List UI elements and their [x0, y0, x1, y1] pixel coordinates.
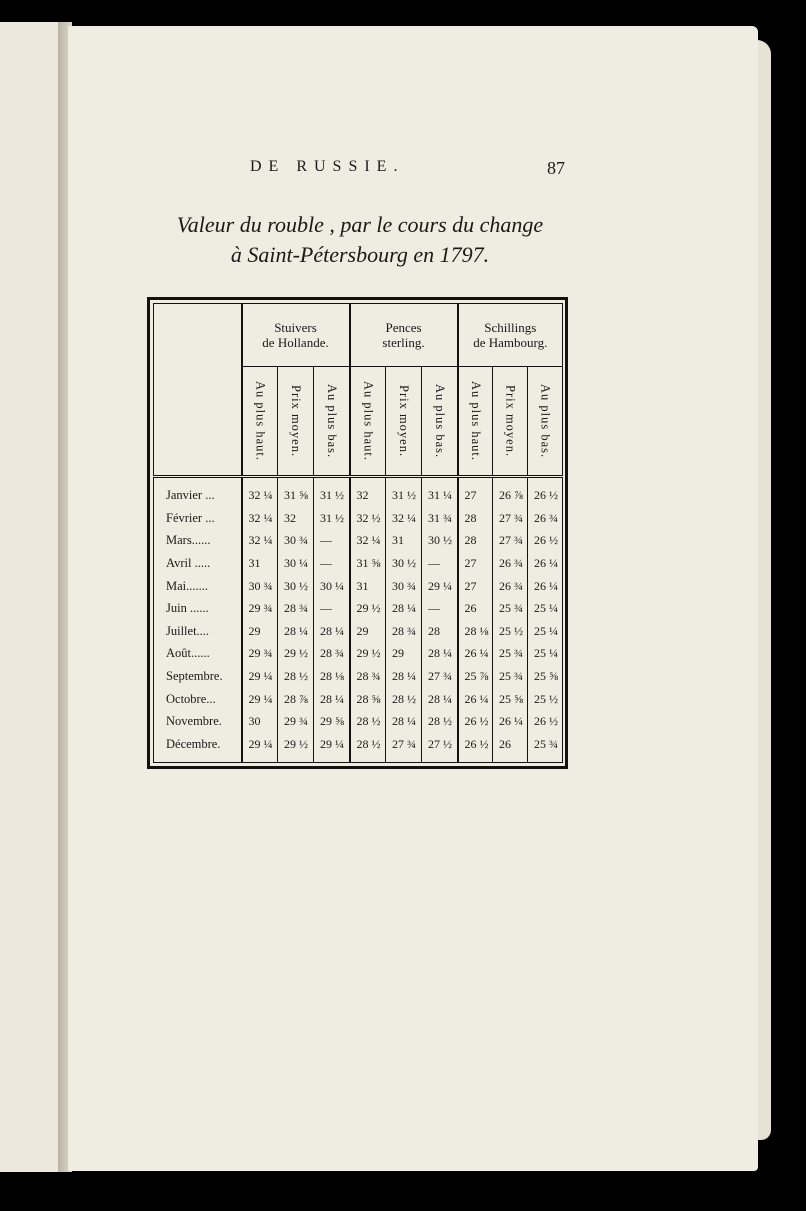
value-cell: 28 ¼ — [386, 710, 422, 733]
value-cell: 28 — [458, 507, 493, 530]
value-cell: 28 — [458, 529, 493, 552]
title-line-1: Valeur du rouble , par le cours du change — [176, 212, 544, 237]
value-cell: 25 ⅞ — [458, 665, 493, 688]
value-cell: 27 — [458, 575, 493, 598]
value-cell: 28 — [422, 620, 458, 643]
value-cell: 30 ½ — [278, 575, 314, 598]
month-cell: Juillet.... — [166, 623, 210, 638]
value-cell: 30 ¾ — [278, 529, 314, 552]
month-cell: Janvier ... — [166, 488, 215, 503]
running-head: DE RUSSIE. — [250, 158, 405, 175]
subheader-au-plus-bas: Au plus bas. — [528, 367, 563, 477]
value-cell: 29 ¼ — [242, 688, 278, 711]
value-cell: 27 ¾ — [493, 529, 528, 552]
value-cell: 26 ¾ — [493, 575, 528, 598]
value-cell: 28 ¾ — [278, 597, 314, 620]
value-cell: 31 ¼ — [422, 484, 458, 507]
table-row — [154, 620, 563, 643]
value-cell: 28 ¼ — [314, 688, 350, 711]
value-cell: 27 ¾ — [493, 507, 528, 530]
value-cell: 26 ¼ — [458, 688, 493, 711]
value-cell: 30 ¼ — [314, 575, 350, 598]
value-cell: 31 ½ — [314, 484, 350, 507]
value-cell: — — [314, 529, 350, 552]
value-cell: 26 — [493, 733, 528, 756]
subheader-prix-moyen: Prix moyen. — [493, 367, 528, 477]
value-cell: 25 ⅝ — [493, 688, 528, 711]
value-cell: 25 ¼ — [528, 643, 563, 666]
value-cell: 28 ½ — [278, 665, 314, 688]
table-row — [154, 575, 563, 598]
month-cell: Février ... — [166, 510, 215, 525]
value-cell: 32 ¼ — [242, 507, 278, 530]
value-cell: 25 ¾ — [493, 597, 528, 620]
value-cell: 28 ⅞ — [278, 688, 314, 711]
value-cell: 25 ¼ — [528, 597, 563, 620]
value-cell: 30 ¾ — [386, 575, 422, 598]
value-cell: 29 ½ — [278, 643, 314, 666]
value-cell: 27 — [458, 552, 493, 575]
value-cell: 28 ¼ — [422, 643, 458, 666]
value-cell: 26 — [458, 597, 493, 620]
value-cell: 28 ¼ — [386, 665, 422, 688]
table-row — [154, 643, 563, 666]
value-cell: 25 ¾ — [493, 665, 528, 688]
value-cell: 30 — [242, 710, 278, 733]
value-cell: 29 ¼ — [242, 733, 278, 756]
value-cell: 29 ⅝ — [314, 710, 350, 733]
value-cell: 28 ¾ — [350, 665, 386, 688]
value-cell: 28 ⅛ — [458, 620, 493, 643]
value-cell: 29 ¼ — [314, 733, 350, 756]
month-cell: Juin ...... — [166, 601, 209, 616]
value-cell: 28 ¼ — [314, 620, 350, 643]
value-cell: 29 ½ — [350, 643, 386, 666]
value-cell: 26 ½ — [458, 733, 493, 756]
value-cell: 28 ⅛ — [314, 665, 350, 688]
value-cell: 29 — [242, 620, 278, 643]
value-cell: 25 ¼ — [528, 620, 563, 643]
month-header-corner — [154, 304, 242, 477]
value-cell: 27 ¾ — [386, 733, 422, 756]
value-cell: 26 ½ — [528, 710, 563, 733]
facing-page — [0, 22, 61, 1172]
value-cell: — — [314, 597, 350, 620]
exchange-table-frame — [147, 297, 568, 769]
group-header-row — [154, 304, 563, 367]
value-cell: 32 ¼ — [386, 507, 422, 530]
value-cell: 28 ¾ — [386, 620, 422, 643]
month-cell: Octobre... — [166, 691, 216, 706]
group-header-pences: Pences sterling. — [350, 304, 458, 367]
month-cell: Septembre. — [166, 669, 223, 684]
value-cell: 31 — [386, 529, 422, 552]
value-cell: 29 — [386, 643, 422, 666]
month-cell: Novembre. — [166, 714, 222, 729]
value-cell: 26 ¼ — [528, 552, 563, 575]
spacer-row — [154, 477, 563, 485]
value-cell: 26 ½ — [528, 529, 563, 552]
value-cell: 31 — [350, 575, 386, 598]
value-cell: 29 ½ — [278, 733, 314, 756]
spacer-row — [154, 756, 563, 763]
page-header — [250, 158, 580, 188]
value-cell: 26 ⅞ — [493, 484, 528, 507]
title-line-2: à Saint-Pétersbourg en 1797. — [230, 242, 490, 267]
value-cell: 29 ¼ — [422, 575, 458, 598]
table-row — [154, 529, 563, 552]
value-cell: 30 ¼ — [278, 552, 314, 575]
value-cell: 31 — [242, 552, 278, 575]
value-cell: 25 ½ — [493, 620, 528, 643]
value-cell: 26 ¾ — [493, 552, 528, 575]
value-cell: 26 ¼ — [528, 575, 563, 598]
value-cell: 26 ¼ — [493, 710, 528, 733]
month-cell: Août...... — [166, 646, 210, 661]
value-cell: 28 ¼ — [422, 688, 458, 711]
value-cell: — — [314, 552, 350, 575]
subheader-au-plus-haut: Au plus haut. — [350, 367, 386, 477]
value-cell: 28 ½ — [350, 710, 386, 733]
subheader-au-plus-haut: Au plus haut. — [458, 367, 493, 477]
month-cell: Mars...... — [166, 533, 211, 548]
value-cell: 25 ¾ — [493, 643, 528, 666]
month-cell: Décembre. — [166, 736, 221, 751]
value-cell: 30 ½ — [386, 552, 422, 575]
value-cell: 29 ¾ — [278, 710, 314, 733]
table-row — [154, 507, 563, 530]
value-cell: 29 — [350, 620, 386, 643]
group-header-stuivers: Stuivers de Hollande. — [242, 304, 350, 367]
table-body — [154, 477, 563, 763]
value-cell: 32 ¼ — [242, 484, 278, 507]
value-cell: 31 ¾ — [422, 507, 458, 530]
subheader-au-plus-haut: Au plus haut. — [242, 367, 278, 477]
value-cell: 31 ⅝ — [350, 552, 386, 575]
table-row — [154, 733, 563, 756]
table-row — [154, 552, 563, 575]
value-cell: 32 — [278, 507, 314, 530]
value-cell: 32 ½ — [350, 507, 386, 530]
value-cell: — — [422, 552, 458, 575]
value-cell: 25 ¾ — [528, 733, 563, 756]
value-cell: 25 ½ — [528, 688, 563, 711]
value-cell: 32 ¼ — [350, 529, 386, 552]
value-cell: 31 ½ — [314, 507, 350, 530]
value-cell: 27 ¾ — [422, 665, 458, 688]
table-title — [130, 210, 590, 270]
value-cell: 32 ¼ — [242, 529, 278, 552]
exchange-rate-table — [153, 303, 563, 763]
value-cell: 27 ½ — [422, 733, 458, 756]
value-cell: — — [422, 597, 458, 620]
value-cell: 31 ⅝ — [278, 484, 314, 507]
value-cell: 30 ½ — [422, 529, 458, 552]
value-cell: 28 ¼ — [386, 597, 422, 620]
value-cell: 30 ¾ — [242, 575, 278, 598]
group-header-schillings: Schillings de Hambourg. — [458, 304, 563, 367]
table-row — [154, 597, 563, 620]
month-cell: Avril ..... — [166, 555, 211, 570]
value-cell: 26 ¾ — [528, 507, 563, 530]
value-cell: 28 ½ — [386, 688, 422, 711]
value-cell: 26 ½ — [458, 710, 493, 733]
value-cell: 28 ¼ — [278, 620, 314, 643]
month-cell: Mai....... — [166, 578, 209, 593]
value-cell: 28 ⅝ — [350, 688, 386, 711]
value-cell: 28 ½ — [422, 710, 458, 733]
table-row — [154, 688, 563, 711]
subheader-au-plus-bas: Au plus bas. — [314, 367, 350, 477]
subheader-au-plus-bas: Au plus bas. — [422, 367, 458, 477]
table-row — [154, 665, 563, 688]
value-cell: 29 ¼ — [242, 665, 278, 688]
value-cell: 28 ½ — [350, 733, 386, 756]
value-cell: 29 ½ — [350, 597, 386, 620]
value-cell: 29 ¾ — [242, 643, 278, 666]
value-cell: 26 ¼ — [458, 643, 493, 666]
value-cell: 31 ½ — [386, 484, 422, 507]
value-cell: 25 ⅝ — [528, 665, 563, 688]
value-cell: 28 ¾ — [314, 643, 350, 666]
value-cell: 29 ¾ — [242, 597, 278, 620]
value-cell: 26 ½ — [528, 484, 563, 507]
subheader-prix-moyen: Prix moyen. — [278, 367, 314, 477]
page-number: 87 — [547, 158, 565, 178]
value-cell: 32 — [350, 484, 386, 507]
table-row — [154, 710, 563, 733]
subheader-prix-moyen: Prix moyen. — [386, 367, 422, 477]
value-cell: 27 — [458, 484, 493, 507]
table-row — [154, 484, 563, 507]
